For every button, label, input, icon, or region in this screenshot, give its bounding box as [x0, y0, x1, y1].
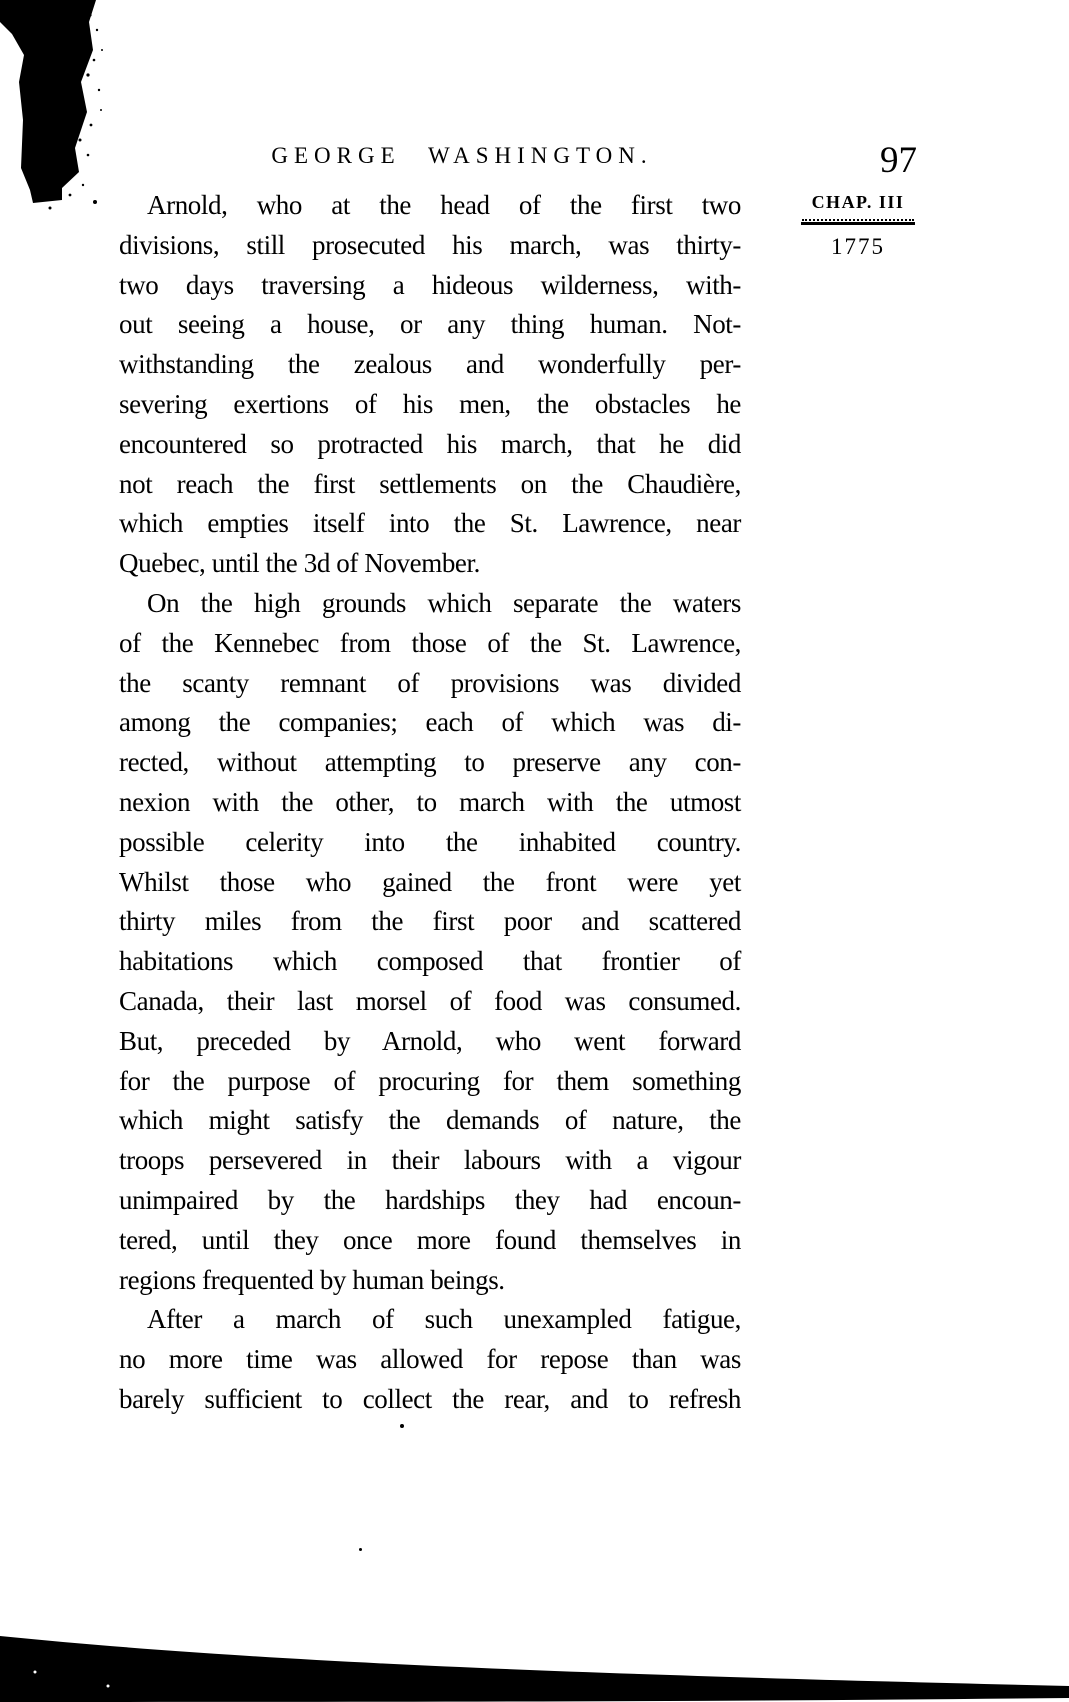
text-line: Arnold, who at the head of the first two [147, 190, 741, 220]
text-line: On the high grounds which separate the waters [147, 587, 741, 618]
text-line: thirty miles from the first poor and scattered [119, 906, 741, 937]
text-line: nexion with the other, to march with the utmost [119, 786, 741, 817]
text-line: Whilst those who gained the front were yet [119, 866, 741, 897]
text-line: After a march of such unexampled fatigue, [147, 1304, 741, 1335]
text-line: among the companies; each of which was di- [119, 707, 741, 738]
body-text [119, 186, 741, 1420]
chapter-rule-dotted [802, 219, 914, 221]
text-line: which empties itself into the St. Lawrence, near [119, 508, 741, 539]
text-line: Canada, their last morsel of food was consumed. [119, 985, 741, 1016]
text-line: barely sufficient to collect the rear, and to refresh [119, 1383, 741, 1414]
scan-artifact-bottom [0, 1628, 1069, 1702]
text-line: the scanty remnant of provisions was divided [119, 667, 741, 698]
text-line: of the Kennebec from those of the St. Lawrence, [119, 627, 741, 658]
text-line: unimpaired by the hardships they had encoun- [119, 1184, 741, 1215]
chapter-rule [801, 222, 915, 225]
running-header: GEORGE WASHINGTON. [271, 143, 653, 168]
text-line: troops persevered in their labours with a vigour [119, 1145, 741, 1176]
text-line: divisions, still prosecuted his march, was thirty- [119, 229, 741, 260]
chapter-sidenote [798, 192, 918, 260]
text-line: two days traversing a hideous wilderness, with- [119, 269, 741, 300]
chapter-label: CHAP. III [811, 192, 905, 212]
text-line: withstanding the zealous and wonderfully per- [119, 349, 741, 380]
text-line: out seeing a house, or any thing human. Not- [119, 309, 741, 340]
text-line: But, preceded by Arnold, who went forward [119, 1025, 741, 1056]
ink-speck [359, 1548, 362, 1551]
text-line: possible celerity into the inhabited country. [119, 826, 741, 857]
text-line: Quebec, until the 3d of November. [119, 548, 480, 579]
text-line: encountered so protracted his march, that he did [119, 428, 741, 459]
text-line: tered, until they once more found themselves in [119, 1224, 741, 1255]
page-number: 97 [880, 140, 917, 181]
text-line: severing exertions of his men, the obstacles he [119, 388, 741, 419]
text-line: rected, without attempting to preserve any con- [119, 747, 741, 778]
scan-artifact-top-left [0, 0, 115, 220]
text-line: which might satisfy the demands of nature, the [119, 1105, 741, 1136]
text-line: for the purpose of procuring for them something [119, 1065, 741, 1096]
year-label: 1775 [831, 234, 885, 259]
text-line: not reach the first settlements on the Chaudière, [119, 468, 741, 499]
text-line: no more time was allowed for repose than was [119, 1344, 741, 1375]
ink-speck [400, 1424, 404, 1428]
text-line: regions frequented by human beings. [119, 1264, 505, 1295]
text-line: habitations which composed that frontier of [119, 946, 741, 977]
